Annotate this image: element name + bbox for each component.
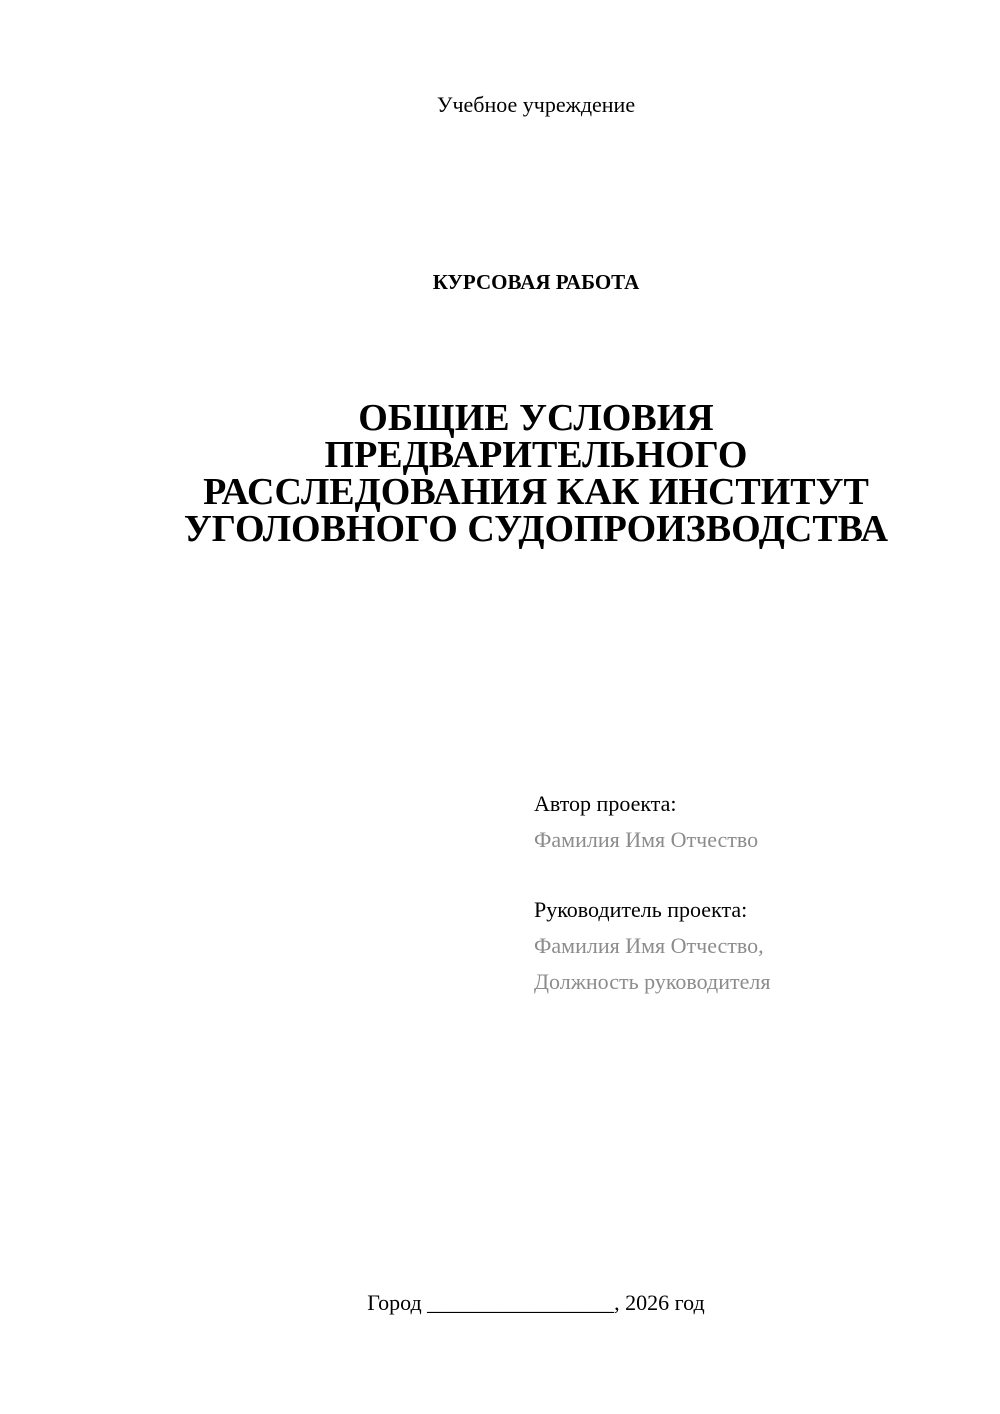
supervisor-position: Должность руководителя: [534, 969, 771, 994]
supervisor-block: [534, 892, 770, 1000]
author-block: [534, 786, 758, 858]
document-type: КУРСОВАЯ РАБОТА: [432, 270, 640, 294]
title-line: ОБЩИЕ УСЛОВИЯ: [358, 397, 714, 439]
author-label: Автор проекта:: [534, 791, 677, 816]
title-line: РАССЛЕДОВАНИЯ КАК ИНСТИТУТ: [203, 471, 869, 513]
city-year-line: Город _________________, 2026 год: [367, 1290, 705, 1315]
author-name: Фамилия Имя Отчество: [534, 827, 759, 852]
title-line: ПРЕДВАРИТЕЛЬНОГО: [324, 434, 748, 476]
supervisor-label: Руководитель проекта:: [534, 897, 748, 922]
supervisor-name: Фамилия Имя Отчество,: [534, 933, 764, 958]
institution-name: Учебное учреждение: [436, 92, 636, 117]
title-line: УГОЛОВНОГО СУДОПРОИЗВОДСТВА: [183, 508, 889, 550]
document-title: [0, 397, 1000, 550]
